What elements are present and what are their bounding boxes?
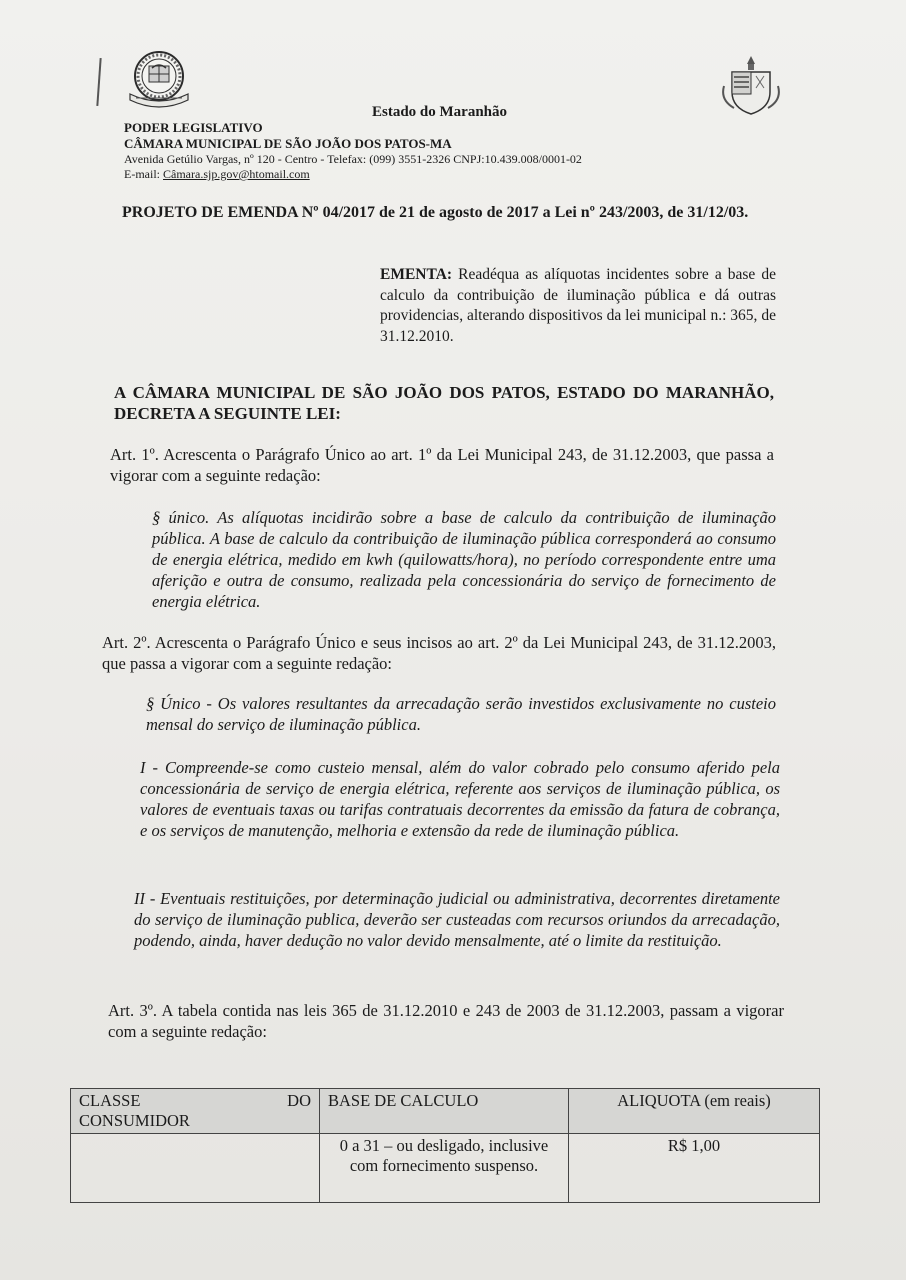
branch-name: PODER LEGISLATIVO (124, 120, 263, 135)
header-consumidor: CONSUMIDOR (79, 1111, 190, 1130)
header-do: DO (287, 1091, 311, 1110)
table-row (71, 1134, 820, 1203)
header-classe-consumidor (71, 1089, 320, 1134)
address-line: Avenida Getúlio Vargas, nº 120 - Centro - Telefax: (099) 3551-2326 CNPJ:10.439.008/0001-02 (124, 152, 582, 166)
decree-heading: A CÂMARA MUNICIPAL DE SÃO JOÃO DOS PATOS, ESTADO DO MARANHÃO, DECRETA A SEGUINTE LEI: (114, 383, 774, 423)
state-name: Estado do Maranhão (372, 104, 508, 120)
ementa-label: EMENTA: (380, 266, 453, 283)
rates-table (70, 1088, 820, 1203)
article-3: Art. 3º. A tabela contida nas leis 365 de 31.12.2010 e 243 de 2003 de 31.12.2003, passam a vigorar com a seguinte redação: (108, 1001, 784, 1041)
ementa-block (380, 265, 776, 347)
document-title: PROJETO DE EMENDA Nº 04/2017 de 21 de agosto de 2017 a Lei nº 243/2003, de 31/12/03. (122, 204, 749, 221)
cell-base: 0 a 31 – ou desligado, inclusive com fornecimento suspenso. (320, 1134, 569, 1203)
article-2-paragraph: § Único - Os valores resultantes da arrecadação serão investidos exclusivamente no custeio mensal do serviço de iluminação pública. (146, 694, 776, 734)
cell-classe (71, 1134, 320, 1203)
letterhead (124, 120, 582, 182)
ementa-text: Readéqua as alíquotas incidentes sobre a base de calculo da contribuição de iluminação pública e dá outras providencias, alterando dispositivos da lei municipal n.: 365, de 31.12.2010. (380, 266, 776, 345)
article-2-inciso-i: I - Compreende-se como custeio mensal, além do valor cobrado pelo consumo aferido pela concessionária de serviço de energia elétrica, referente aos serviços de iluminação pública, os valores de eventuais taxas ou tarifas contratuais decorrentes da emissão da fatura de cobrança, e os serviços de manutenção, melhoria e extensão da rede de iluminação pública. (140, 758, 780, 840)
article-1-paragraph: § único. As alíquotas incidirão sobre a base de calculo da contribuição de iluminação pública. A base de calculo da contribuição de iluminação pública corresponderá ao consumo de energia elétrica, medido em kwh (quilowatts/hora), no período correspondente entre uma aferição e outra de consumo, realizada pela concessionária do serviço de fornecimento de energia elétrica. (152, 508, 776, 611)
cell-aliquota: R$ 1,00 (569, 1134, 820, 1203)
header-classe: CLASSE (79, 1091, 141, 1110)
table-header-row (71, 1089, 820, 1134)
header-base-calculo: BASE DE CALCULO (320, 1089, 569, 1134)
article-2: Art. 2º. Acrescenta o Parágrafo Único e seus incisos ao art. 2º da Lei Municipal 243, de 31.12.2003, que passa a vigorar com a seguinte redação: (102, 633, 776, 673)
pen-mark (96, 58, 101, 106)
state-coat-of-arms-icon (718, 52, 784, 118)
chamber-name: CÂMARA MUNICIPAL DE SÃO JOÃO DOS PATOS-MA (124, 136, 452, 151)
email-line (124, 167, 582, 182)
email-label: E-mail: (124, 167, 163, 181)
header-aliquota: ALIQUOTA (em reais) (569, 1089, 820, 1134)
municipal-seal-icon (122, 48, 196, 112)
article-1: Art. 1º. Acrescenta o Parágrafo Único ao art. 1º da Lei Municipal 243, de 31.12.2003, que passa a vigorar com a seguinte redação: (110, 445, 774, 485)
email-link[interactable]: Câmara.sjp.gov@htomail.com (163, 167, 310, 181)
article-2-inciso-ii: II - Eventuais restituições, por determinação judicial ou administrativa, decorrentes diretamente do serviço de iluminação publica, deverão ser custeadas com recursos oriundos da arrecadação, podendo, ainda, haver dedução no valor devido mensalmente, até o limite da restituição. (134, 889, 780, 950)
